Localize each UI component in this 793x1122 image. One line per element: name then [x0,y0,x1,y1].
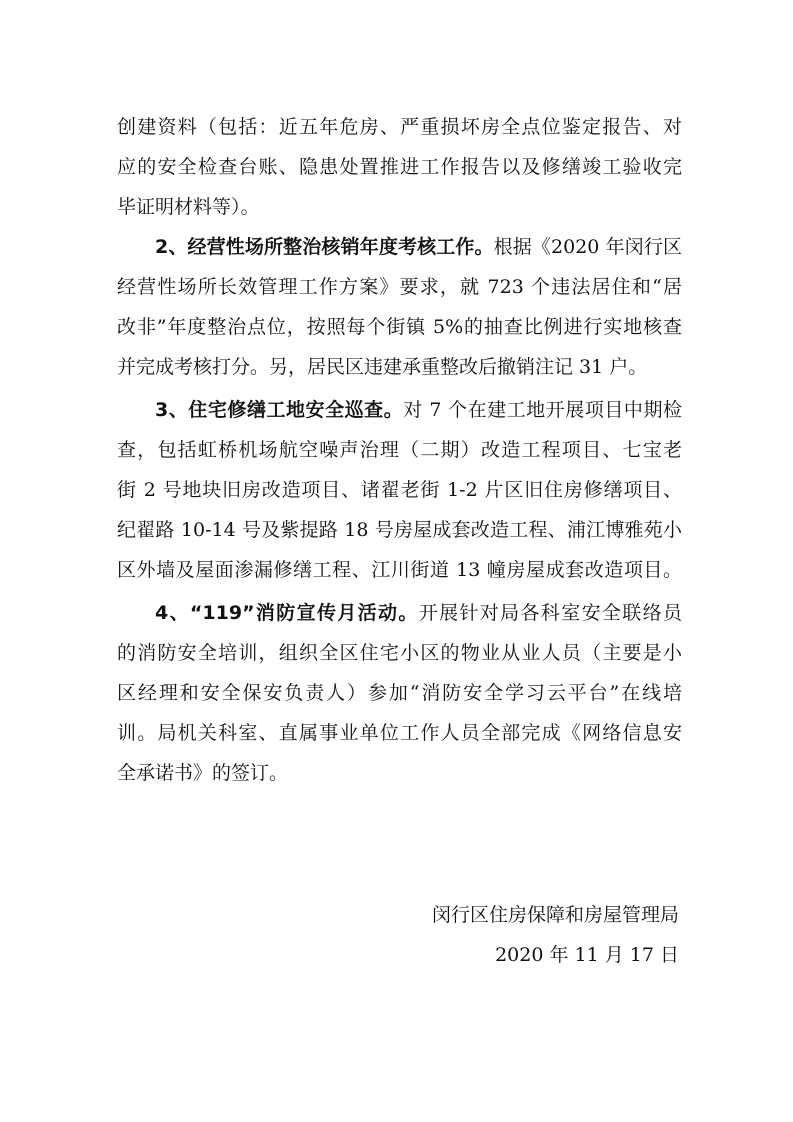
paragraph-line: 训。局机关科室、直属事业单位工作人员全部完成《网络信息安 [117,722,682,744]
section-heading: 4、“119”消防宣传月活动。 [155,602,419,624]
signature-date: 2020 年 11 月 17 日 [495,944,679,966]
paragraph-line: 全承诺书》的签订。 [117,762,289,784]
section-heading: 3、住宅修缮工地安全巡查。 [155,399,404,421]
paragraph-line: 纪翟路 10-14 号及紫提路 18 号房屋成套改造工程、浦江博雅苑小 [117,519,682,541]
paragraph-line: 查，包括虹桥机场航空噪声治理（二期）改造工程项目、七宝老 [117,439,682,461]
paragraph-line: 街 2 号地块旧房改造项目、诸翟老街 1-2 片区旧住房修缮项目、 [117,479,682,501]
paragraph-line: 经营性场所长效管理工作方案》要求，就 723 个违法居住和“居 [117,276,682,298]
paragraph-first-line [155,232,682,262]
paragraph-line: 改非”年度整治点位，按照每个街镇 5%的抽查比例进行实地核查 [117,316,682,338]
paragraph-line: 应的安全检查台账、隐患处置推进工作报告以及修缮竣工验收完 [117,156,682,178]
paragraph-line: 毕证明材料等）。 [117,196,260,218]
section-heading: 2、经营性场所整治核销年度考核工作。 [155,236,494,258]
paragraph-line: 区经理和安全保安负责人）参加“消防安全学习云平台”在线培 [117,682,682,704]
paragraph-line: 创建资料（包括：近五年危房、严重损坏房全点位鉴定报告、对 [117,116,682,138]
paragraph-text: 开展针对局各科室安全联络员 [418,602,682,624]
paragraph-line: 的消防安全培训，组织全区住宅小区的物业从业人员（主要是小 [117,642,682,664]
paragraph-first-line [155,598,682,628]
paragraph-text: 对 7 个在建工地开展项目中期检 [403,399,682,421]
signature-organization: 闵行区住房保障和房屋管理局 [431,904,679,926]
paragraph-first-line [155,395,682,425]
paragraph-line: 并完成考核打分。另，居民区违建承重整改后撤销注记 31 户。 [117,356,648,378]
paragraph-text: 根据《2020 年闵行区 [493,236,682,258]
paragraph-line: 区外墙及屋面渗漏修缮工程、江川街道 13 幢房屋成套改造项目。 [117,559,682,581]
